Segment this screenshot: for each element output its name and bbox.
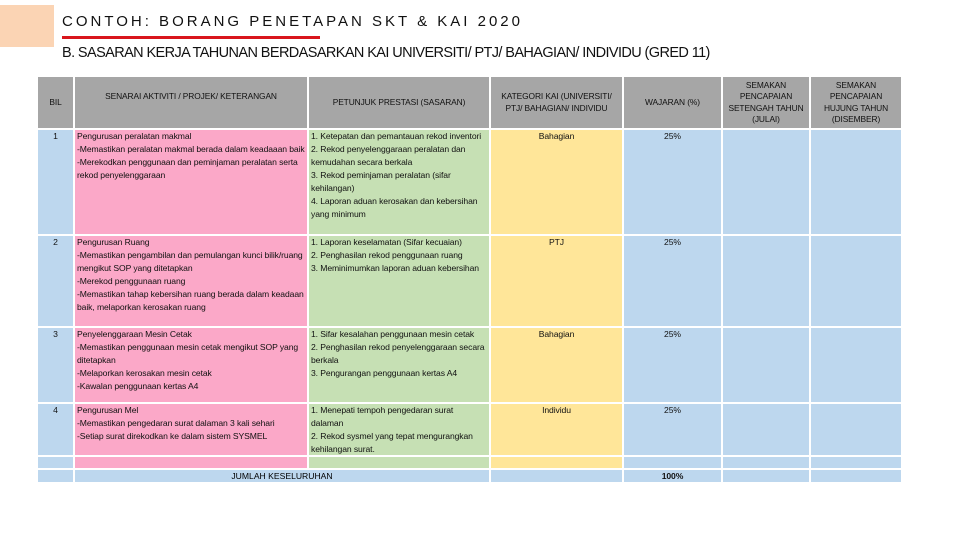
row-semakan-disember[interactable]	[811, 404, 901, 455]
total-disember	[811, 470, 901, 482]
row-kategori: PTJ	[491, 236, 622, 326]
total-kategori	[491, 470, 622, 482]
row-semakan-disember[interactable]	[811, 236, 901, 326]
title-underline	[62, 36, 320, 39]
empty-cell	[309, 457, 489, 468]
aktiviti-line: -Memastikan pengambilan dan pemulangan kunci bilik/ruang mengikut SOP yang ditetapkan	[77, 250, 305, 273]
aktiviti-line: -Memastikan tahap kebersihan ruang berada dalam keadaan baik, melaporkan kerosakan ruang	[77, 289, 306, 312]
row-kategori: Individu	[491, 404, 622, 455]
petunjuk-line: 1. Laporan keselamatan (Sifar kecuaian)	[311, 237, 462, 247]
petunjuk-line: 2. Rekod sysmel yang tepat mengurangkan kehilangan surat.	[311, 431, 476, 454]
header-aktiviti: SENARAI AKTIVITI / PROJEK/ KETERANGAN	[75, 77, 307, 128]
empty-cell	[38, 457, 73, 468]
row-semakan-julai[interactable]	[723, 404, 809, 455]
row-bil: 3	[38, 328, 73, 402]
row-wajaran: 25%	[624, 236, 721, 326]
row-semakan-disember[interactable]	[811, 328, 901, 402]
petunjuk-line: 4. Laporan aduan kerosakan dan kebersihan yang minimum	[311, 196, 480, 219]
aktiviti-line: -Setiap surat direkodkan ke dalam sistem SYSMEL	[77, 431, 268, 441]
total-bil	[38, 470, 73, 482]
row-wajaran: 25%	[624, 130, 721, 234]
aktiviti-line: -Memastikan peralatan makmal berada dalam keadaaan baik	[77, 144, 305, 154]
petunjuk-line: 3. Rekod peminjaman peralatan (sifar kehilangan)	[311, 170, 454, 193]
empty-cell	[491, 457, 622, 468]
header-semakan-disember: SEMAKAN PENCAPAIAN HUJUNG TAHUN (DISEMBER)	[811, 77, 901, 128]
row-aktiviti	[75, 328, 307, 402]
row-aktiviti	[75, 130, 307, 234]
row-semakan-disember[interactable]	[811, 130, 901, 234]
petunjuk-line: 2. Penghasilan rekod penggunaan ruang	[311, 250, 463, 260]
row-bil: 2	[38, 236, 73, 326]
aktiviti-line: -Merekodkan penggunaan dan peminjaman peralatan serta rekod penyelenggaraan	[77, 157, 300, 180]
header-wajaran: WAJARAN (%)	[624, 77, 721, 128]
petunjuk-line: 1. Ketepatan dan pemantauan rekod inventori	[311, 131, 482, 141]
aktiviti-line: -Memastikan penggunaan mesin cetak mengikut SOP yang ditetapkan	[77, 342, 301, 365]
row-bil: 1	[38, 130, 73, 234]
empty-cell	[624, 457, 721, 468]
header-petunjuk: PETUNJUK PRESTASI (SASARAN)	[309, 77, 489, 128]
petunjuk-line: 2. Penghasilan rekod penyelenggaraan secara berkala	[311, 342, 487, 365]
header-bil: BIL	[38, 77, 73, 128]
skt-table	[38, 77, 901, 482]
row-bil: 4	[38, 404, 73, 455]
row-kategori: Bahagian	[491, 328, 622, 402]
aktiviti-line: -Merekod penggunaan ruang	[77, 276, 186, 286]
petunjuk-line: 2. Rekod penyelenggaraan peralatan dan kemudahan secara berkala	[311, 144, 468, 167]
row-petunjuk	[309, 236, 489, 326]
accent-block	[0, 5, 54, 47]
aktiviti-line: -Melaporkan kerosakan mesin cetak	[77, 368, 212, 378]
row-kategori: Bahagian	[491, 130, 622, 234]
empty-cell	[811, 457, 901, 468]
row-wajaran: 25%	[624, 404, 721, 455]
row-wajaran: 25%	[624, 328, 721, 402]
total-label: JUMLAH KESELURUHAN	[75, 470, 489, 482]
empty-cell	[75, 457, 307, 468]
row-semakan-julai[interactable]	[723, 130, 809, 234]
petunjuk-line: 3. Pengurangan penggunaan kertas A4	[311, 368, 458, 378]
header-kategori: KATEGORI KAI (UNIVERSITI/ PTJ/ BAHAGIAN/ INDIVIDU	[491, 77, 622, 128]
row-petunjuk	[309, 328, 489, 402]
aktiviti-line: Penyelenggaraan Mesin Cetak	[77, 329, 192, 339]
row-petunjuk	[309, 130, 489, 234]
aktiviti-line: Pengurusan peralatan makmal	[77, 131, 192, 141]
total-wajaran: 100%	[624, 470, 721, 482]
petunjuk-line: 1. Sifar kesalahan penggunaan mesin cetak	[311, 329, 475, 339]
row-semakan-julai[interactable]	[723, 236, 809, 326]
total-julai	[723, 470, 809, 482]
aktiviti-line: -Memastikan pengedaran surat dalaman 3 kali sehari	[77, 418, 275, 428]
petunjuk-line: 1. Menepati tempoh pengedaran surat dalaman	[311, 405, 456, 428]
row-aktiviti	[75, 236, 307, 326]
row-semakan-julai[interactable]	[723, 328, 809, 402]
header-semakan-julai: SEMAKAN PENCAPAIAN SETENGAH TAHUN (JULAI)	[723, 77, 809, 128]
row-aktiviti	[75, 404, 307, 455]
row-petunjuk	[309, 404, 489, 455]
empty-cell	[723, 457, 809, 468]
section-subtitle: B. SASARAN KERJA TAHUNAN BERDASARKAN KAI UNIVERSITI/ PTJ/ BAHAGIAN/ INDIVIDU (GRED 11)	[62, 45, 710, 61]
page-title: CONTOH: BORANG PENETAPAN SKT & KAI 2020	[62, 13, 523, 30]
aktiviti-line: -Kawalan penggunaan kertas A4	[77, 381, 199, 391]
aktiviti-line: Pengurusan Ruang	[77, 237, 150, 247]
aktiviti-line: Pengurusan Mel	[77, 405, 139, 415]
petunjuk-line: 3. Meminimumkan laporan aduan kebersihan	[311, 263, 479, 273]
